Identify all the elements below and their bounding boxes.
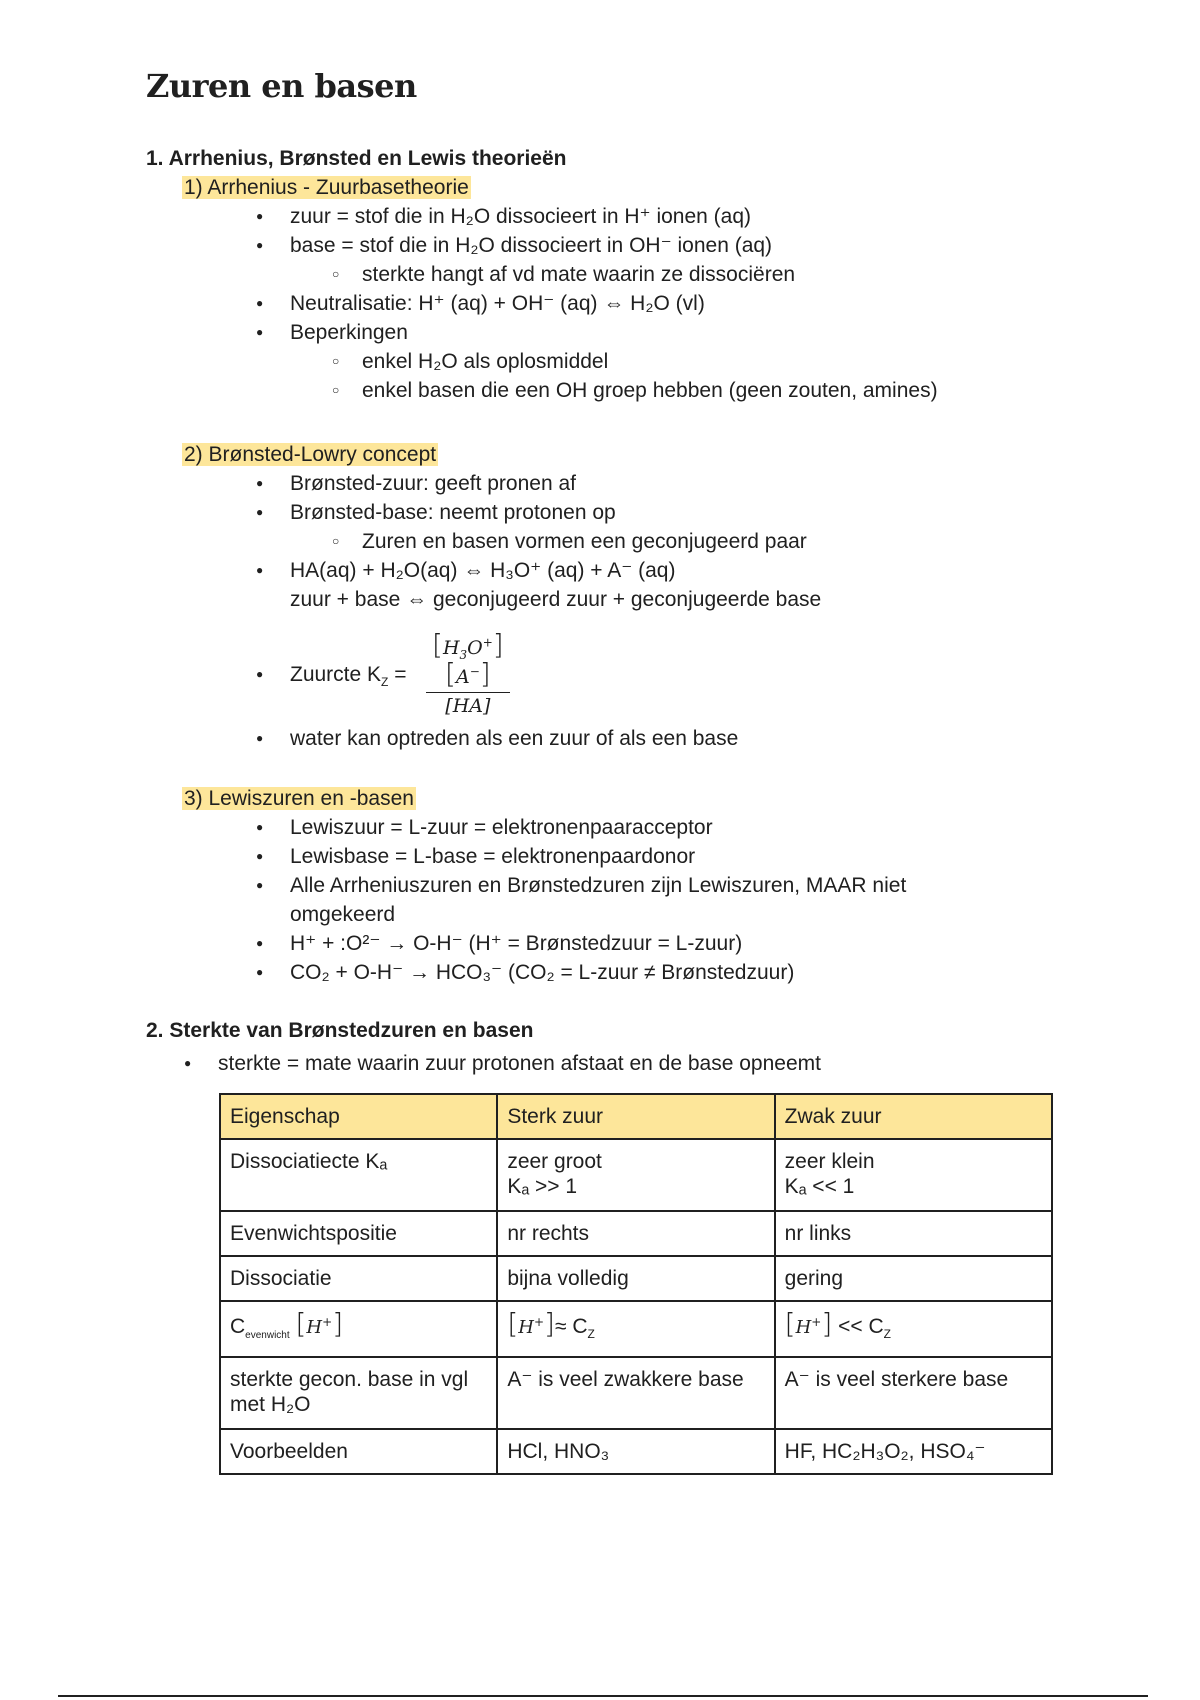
table-cell: Voorbeelden xyxy=(220,1429,497,1474)
kz-denominator: [HA] xyxy=(445,695,491,717)
list-item: ● Lewiszuur = L-zuur = elektronenpaaracceptor xyxy=(290,813,713,842)
list-item: ● HA(aq) + H₂O(aq) ⇔ H₃O⁺ (aq) + A⁻ (aq) xyxy=(290,556,675,585)
table-cell: zeer groot Kₐ >> 1 xyxy=(497,1139,774,1211)
highlighted-heading: 3) Lewiszuren en -basen xyxy=(184,787,414,810)
table-header-cell: Eigenschap xyxy=(220,1094,497,1139)
table-row xyxy=(220,1429,1052,1474)
subsection-lewis-heading xyxy=(182,784,416,813)
page-bottom-rule xyxy=(58,1695,1148,1697)
table-cell: sterkte gecon. base in vgl met H₂O xyxy=(220,1357,497,1429)
kz-label: Zuurcte K xyxy=(290,663,382,686)
table-cell: HF, HC₂H₃O₂, HSO₄⁻ xyxy=(775,1429,1052,1474)
kz-fraction xyxy=(426,628,510,719)
kz-equals: = xyxy=(388,663,407,686)
list-item: ○ enkel H₂O als oplosmiddel xyxy=(362,347,608,376)
list-item: ● Neutralisatie: H⁺ (aq) + OH⁻ (aq) ⇔ H₂O (vl) xyxy=(290,289,705,318)
list-item-continuation: omgekeerd xyxy=(290,903,396,926)
list-item: ● Brønsted-zuur: geeft pronen af xyxy=(290,469,576,498)
list-item: ● zuur = stof die in H₂O dissocieert in H⁺ ionen (aq) xyxy=(290,202,751,231)
section-1-heading: 1. Arrhenius, Brønsted en Lewis theorieën xyxy=(146,147,567,170)
list-item: ○ enkel basen die een OH groep hebben (geen zouten, amines) xyxy=(362,376,938,405)
table-cell: Evenwichtspositie xyxy=(220,1211,497,1256)
table-cell: bijna volledig xyxy=(497,1256,774,1301)
list-item: ● CO₂ + O-H⁻ → HCO₃⁻ (CO₂ = L-zuur ≠ Brønstedzuur) xyxy=(290,958,794,987)
table-row xyxy=(220,1357,1052,1429)
list-item: ● Brønsted-base: neemt protonen op xyxy=(290,498,616,527)
list-item: ● base = stof die in H₂O dissocieert in OH⁻ ionen (aq) xyxy=(290,231,772,260)
table-cell: A⁻ is veel sterkere base xyxy=(775,1357,1052,1429)
highlighted-heading: 1) Arrhenius - Zuurbasetheorie xyxy=(184,176,469,199)
acid-properties-table xyxy=(219,1093,1053,1475)
list-item: ● Beperkingen xyxy=(290,318,408,347)
table-cell: nr rechts xyxy=(497,1211,774,1256)
list-item: ○ Zuren en basen vormen een geconjugeerd paar xyxy=(362,527,807,556)
list-item-kz-formula xyxy=(290,628,504,717)
table-header-row xyxy=(220,1094,1052,1139)
table-cell: A⁻ is veel zwakkere base xyxy=(497,1357,774,1429)
list-item: ● Alle Arrheniuszuren en Brønstedzuren zijn Lewiszuren, MAAR niet xyxy=(290,871,906,900)
table-row xyxy=(220,1301,1052,1357)
table-cell: Dissociatiecte Kₐ xyxy=(220,1139,497,1211)
table-row xyxy=(220,1139,1052,1211)
table-header-cell: Sterk zuur xyxy=(497,1094,774,1139)
list-item: ● sterkte = mate waarin zuur protonen afstaat en de base opneemt xyxy=(218,1049,821,1078)
table-row xyxy=(220,1256,1052,1301)
highlighted-heading: 2) Brønsted-Lowry concept xyxy=(184,443,437,466)
kz-subscript: Z xyxy=(381,675,389,690)
table-header-cell: Zwak zuur xyxy=(775,1094,1052,1139)
list-item: ● water kan optreden als een zuur of als een base xyxy=(290,724,738,753)
table-row xyxy=(220,1211,1052,1256)
kz-numerator: $[H_3O^+][A^-]$ xyxy=(426,632,510,693)
list-item: ● H⁺ + :O²⁻ → O-H⁻ (H⁺ = Brønstedzuur = L-zuur) xyxy=(290,929,742,958)
reaction-words: zuur + base ⇔ geconjugeerd zuur + geconjugeerde base xyxy=(290,588,822,611)
subsection-bronsted-heading xyxy=(182,440,438,469)
table-cell: gering xyxy=(775,1256,1052,1301)
section-2-heading: 2. Sterkte van Brønstedzuren en basen xyxy=(146,1019,534,1042)
page-title: Zuren en basen xyxy=(146,67,417,105)
table-cell: $[H^+] << C_Z$ xyxy=(775,1301,1052,1357)
table-cell: $[H^+]\approx C_Z$ xyxy=(497,1301,774,1357)
table-cell: nr links xyxy=(775,1211,1052,1256)
table-cell: Dissociatie xyxy=(220,1256,497,1301)
table-cell: zeer klein Kₐ << 1 xyxy=(775,1139,1052,1211)
table-cell: $C_{evenwicht}$ [H+] xyxy=(220,1301,497,1357)
table-cell: HCl, HNO₃ xyxy=(497,1429,774,1474)
list-item: ○ sterkte hangt af vd mate waarin ze dissociëren xyxy=(362,260,795,289)
list-item: ● Lewisbase = L-base = elektronenpaardonor xyxy=(290,842,695,871)
subsection-arrhenius-heading xyxy=(182,173,471,202)
